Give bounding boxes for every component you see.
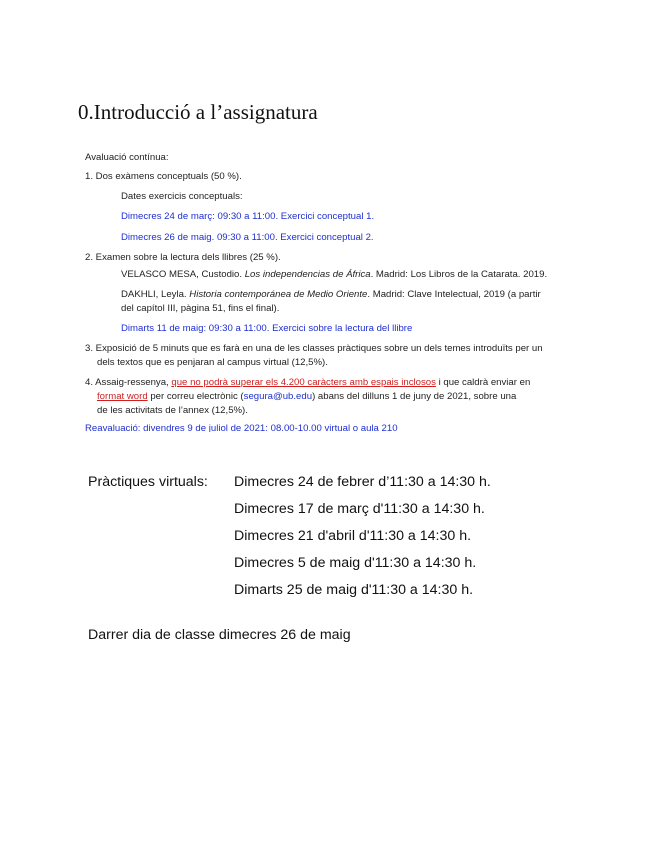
essay-after: i que caldrà enviar en (435, 377, 531, 388)
item-conceptual-exams: 1. Dos exàmens conceptuals (50 %). (85, 171, 242, 182)
book2-rest: . Madrid: Clave Intelectual, 2019 (a partir (367, 289, 541, 300)
practiques-label: Pràctiques virtuals: (88, 474, 208, 490)
book1-title: Los independencias de África (244, 269, 371, 280)
practice-session: Dimecres 17 de març d'11:30 a 14:30 h. (234, 501, 485, 517)
book-reference-1 (121, 268, 547, 281)
item-exposition-line-2: dels textos que es penjaran al campus virtual (12,5%). (97, 357, 328, 368)
practice-session: Dimecres 5 de maig d'11:30 a 14:30 h. (234, 555, 477, 571)
essay-prefix: 4. Assaig-ressenya, (85, 377, 172, 388)
book-reference-2 (121, 288, 541, 301)
item-essay-line-2 (97, 390, 516, 403)
practice-session: Dimecres 21 d'abril d'11:30 a 14:30 h. (234, 528, 472, 544)
last-class-day: Darrer dia de classe dimecres 26 de maig (88, 627, 351, 643)
email-link[interactable]: segura@ub.edu (243, 391, 313, 402)
reading-exam-date: Dimarts 11 de maig: 09:30 a 11:00. Exercici sobre la lectura del llibre (121, 323, 413, 334)
essay-end: ) abans del dilluns 1 de juny de 2021, sobre una (312, 391, 517, 402)
item-essay-line-1 (85, 376, 530, 389)
book1-author: VELASCO MESA, Custodio. (121, 269, 243, 280)
format-word-note: format word (97, 391, 148, 402)
book1-rest: . Madrid: Los Libros de la Catarata. 2019. (370, 269, 548, 280)
book2-line-2: del capítol III, pàgina 51, fins el final). (121, 303, 280, 314)
item-reading-exam: 2. Examen sobre la lectura dels llibres (25 %). (85, 252, 281, 263)
essay-limit-note: que no podrà superar els 4.200 caràcters amb espais inclosos (171, 377, 436, 388)
exam-date-1: Dimecres 24 de març: 09:30 a 11:00. Exercici conceptual 1. (121, 211, 375, 222)
practice-session: Dimecres 24 de febrer d’11:30 a 14:30 h. (234, 474, 491, 490)
item-exposition-line-1: 3. Exposició de 5 minuts que es farà en una de les classes pràctiques sobre un dels temes introduïts per un (85, 343, 543, 354)
item-essay-line-3: de les activitats de l’annex (12,5%). (97, 405, 248, 416)
evaluation-title: Avaluació contínua: (85, 152, 169, 163)
page-title: 0.Introducció a l’assignatura (78, 100, 318, 124)
practice-session: Dimarts 25 de maig d'11:30 a 14:30 h. (234, 582, 474, 598)
reevaluation-note: Reavaluació: divendres 9 de juliol de 2021: 08.00-10.00 virtual o aula 210 (85, 423, 398, 432)
exam-date-2: Dimecres 26 de maig. 09:30 a 11:00. Exercici conceptual 2. (121, 232, 374, 243)
dates-label: Dates exercicis conceptuals: (121, 191, 243, 202)
essay-mid: per correu electrònic ( (147, 391, 244, 402)
book2-title: Historia contemporánea de Medio Oriente (189, 289, 368, 300)
book2-author: DAKHLI, Leyla. (121, 289, 187, 300)
